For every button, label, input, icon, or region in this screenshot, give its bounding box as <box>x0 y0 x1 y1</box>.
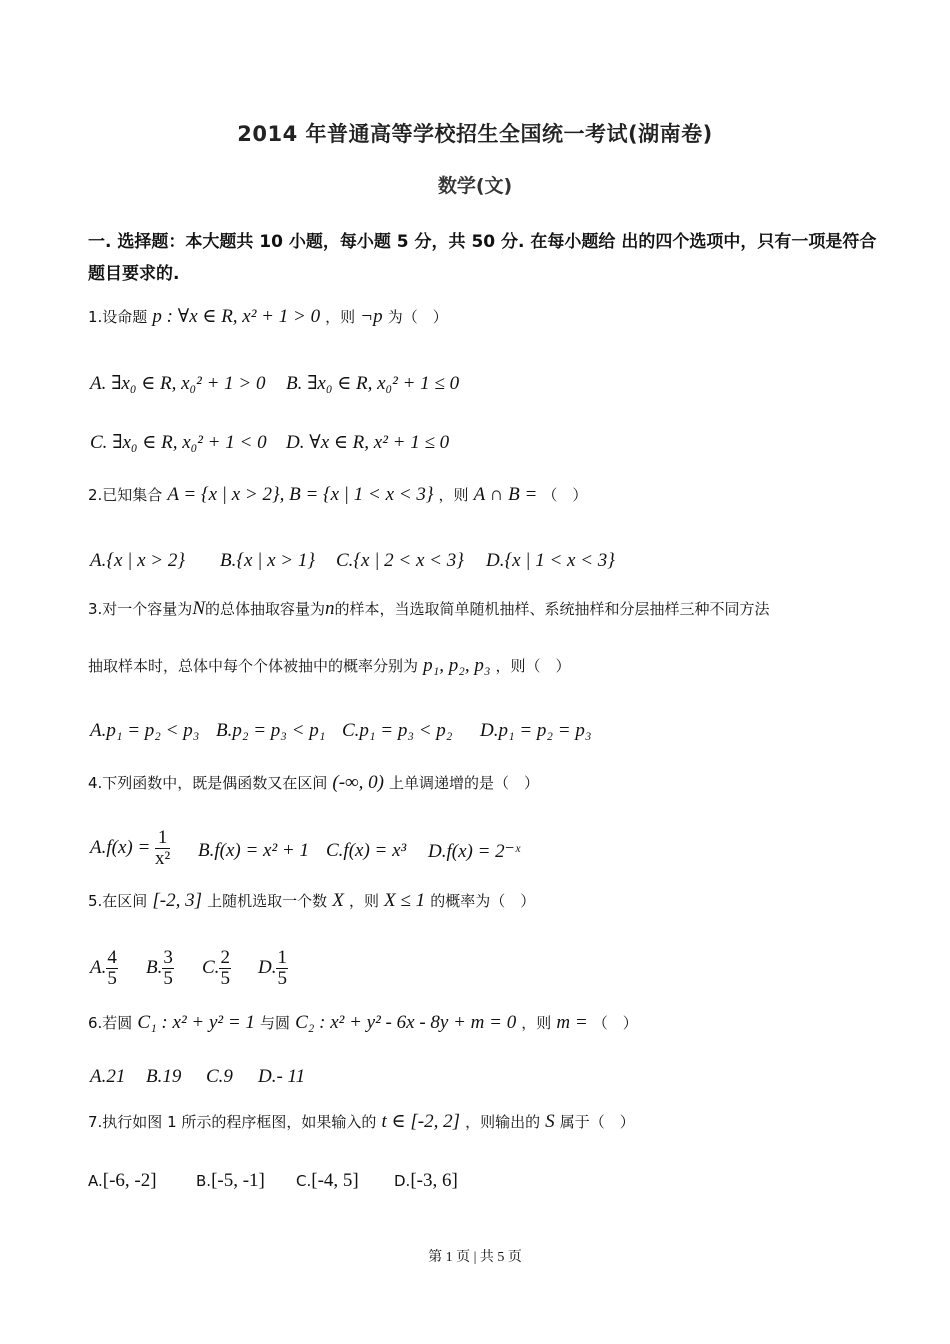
q3-text-e: ，则（ ） <box>495 657 571 675</box>
q7-option-d-label: D. <box>394 1172 411 1190</box>
q6-expr: C₁ : x² + y² = 1 <box>137 1012 255 1033</box>
q6-suffix: （ ） <box>592 1014 638 1032</box>
question-3-line-1 <box>88 598 770 620</box>
q7-option-d-value: [-3, 6] <box>410 1170 458 1191</box>
q3-text-c: 的样本，当选取简单随机抽样、系统抽样和分层抽样三种不同方法 <box>334 600 770 618</box>
q1-expr2: ¬p <box>360 306 383 327</box>
q1-option-c: C. ∃x₀ ∈ R, x₀² + 1 < 0 <box>90 432 267 453</box>
q4-option-a-num: 1 <box>155 828 170 849</box>
q5-option-d-label: D. <box>258 956 277 978</box>
q4-option-d: D.f(x) = 2⁻ˣ <box>428 841 521 862</box>
exam-subtitle: 数学(文) <box>437 175 513 197</box>
q2-suffix: （ ） <box>542 486 588 504</box>
page-footer: 第 1 页 | 共 5 页 <box>428 1250 522 1265</box>
q7-option-c <box>296 1170 359 1192</box>
q3-n: n <box>325 598 335 619</box>
q4-option-a-fraction <box>155 828 170 869</box>
q5-option-c-den: 5 <box>220 968 230 989</box>
q5-option-a-num: 4 <box>107 947 117 968</box>
q1-mid: ，则 <box>325 308 356 326</box>
q7-suffix: 属于（ ） <box>559 1113 635 1131</box>
section-heading: 一. 选择题：本大题共 10 小题，每小题 5 分，共 50 分. 在每小题给 出的四个选项中，只有一项是符合题目要求的. <box>88 232 877 284</box>
question-4 <box>88 772 539 794</box>
q2-expr2: A ∩ B = <box>473 484 538 505</box>
q5-option-b <box>146 948 174 989</box>
q5-option-d-den: 5 <box>277 968 287 989</box>
q3-option-d: D.p₁ = p₂ = p₃ <box>480 720 592 741</box>
q2-mid: ，则 <box>438 486 469 504</box>
q6-prefix: 6.若圆 <box>88 1014 133 1032</box>
q5-option-d-num: 1 <box>277 947 287 968</box>
q5-option-b-den: 5 <box>163 968 173 989</box>
q5-mid: 上随机选取一个数 <box>207 892 328 910</box>
q5-suffix: 的概率为（ ） <box>430 892 536 910</box>
q5-option-c-label: C. <box>202 956 220 978</box>
q4-prefix: 4.下列函数中，既是偶函数又在区间 <box>88 774 328 792</box>
q2-option-c: C.{x | 2 < x < 3} <box>336 550 464 571</box>
q5-option-a <box>90 948 118 989</box>
q5-option-b-label: B. <box>146 956 163 978</box>
q5-option-c-fraction <box>219 948 231 989</box>
q5-prefix: 5.在区间 <box>88 892 148 910</box>
q5-expr: [-2, 3] <box>152 890 203 911</box>
q3-text-b: 的总体抽取容量为 <box>205 600 326 618</box>
question-5 <box>88 890 535 912</box>
q3-option-a: A.p₁ = p₂ < p₃ <box>90 720 200 741</box>
q7-option-b <box>196 1170 265 1192</box>
q7-option-a-label: A. <box>88 1172 103 1190</box>
q5-X: X <box>332 890 344 911</box>
q3-text-d: 抽取样本时，总体中每个个体被抽中的概率分别为 <box>88 657 419 675</box>
q1-suffix: 为（ ） <box>387 308 448 326</box>
q7-option-c-label: C. <box>296 1172 312 1190</box>
q2-option-b: B.{x | x > 1} <box>220 550 315 571</box>
q5-option-b-num: 3 <box>163 947 173 968</box>
q7-option-a-value: [-6, -2] <box>102 1170 157 1191</box>
q2-expr: A = {x | x > 2}, B = {x | 1 < x < 3} <box>167 484 434 505</box>
q4-expr: (-∞, 0) <box>332 772 384 793</box>
q7-option-b-label: B. <box>196 1172 212 1190</box>
q6-option-a: A.21 <box>90 1066 126 1087</box>
q5-option-d-fraction <box>276 948 288 989</box>
q5-option-c-num: 2 <box>220 947 230 968</box>
q5-option-c <box>202 948 231 989</box>
q7-option-c-value: [-4, 5] <box>311 1170 359 1191</box>
q7-prefix: 7.执行如图 1 所示的程序框图，如果输入的 <box>88 1113 377 1131</box>
q6-option-b: B.19 <box>146 1066 182 1087</box>
q4-option-a-label: A.f(x) = <box>90 836 151 858</box>
q5-option-a-fraction <box>106 948 118 989</box>
q3-text-a: 3.对一个容量为 <box>88 600 193 618</box>
q4-option-b: B.f(x) = x² + 1 <box>198 840 309 861</box>
question-1 <box>88 305 448 328</box>
q4-option-a <box>90 828 170 869</box>
q6-expr2: C₂ : x² + y² - 6x - 8y + m = 0 <box>295 1012 517 1033</box>
q7-mid: ，则输出的 <box>465 1113 541 1131</box>
q5-mid2: ，则 <box>348 892 379 910</box>
q1-expr: p : ∀x ∈ R, x² + 1 > 0 <box>152 306 321 327</box>
q6-mid2: ，则 <box>521 1014 552 1032</box>
q7-expr: t ∈ [-2, 2] <box>381 1111 460 1132</box>
exam-title: 2014 年普通高等学校招生全国统一考试(湖南卷) <box>237 122 713 146</box>
question-7 <box>88 1110 635 1133</box>
q7-option-a <box>88 1170 157 1192</box>
q6-option-d: D.- 11 <box>258 1066 306 1087</box>
q3-option-b: B.p₂ = p₃ < p₁ <box>216 720 326 741</box>
q5-option-a-label: A. <box>90 956 107 978</box>
q3-option-c: C.p₁ = p₃ < p₂ <box>342 720 453 741</box>
q6-mid: 与圆 <box>260 1014 291 1032</box>
q4-suffix: 上单调递增的是（ ） <box>389 774 540 792</box>
q4-option-c: C.f(x) = x³ <box>326 840 407 861</box>
q3-expr: p₁, p₂, p₃ <box>423 655 491 676</box>
q5-option-b-fraction <box>162 948 174 989</box>
q1-option-b: B. ∃x₀ ∈ R, x₀² + 1 ≤ 0 <box>286 373 460 394</box>
q6-expr3: m = <box>556 1012 588 1033</box>
q1-option-a: A. ∃x₀ ∈ R, x₀² + 1 > 0 <box>90 373 266 394</box>
q2-option-a: A.{x | x > 2} <box>90 550 185 571</box>
q3-N: N <box>192 598 205 619</box>
question-6 <box>88 1012 638 1034</box>
q5-option-d <box>258 948 288 989</box>
q7-S: S <box>545 1111 555 1132</box>
q4-option-a-den: x² <box>155 848 171 869</box>
q2-option-d: D.{x | 1 < x < 3} <box>486 550 615 571</box>
q5-option-a-den: 5 <box>107 968 117 989</box>
question-2 <box>88 484 587 506</box>
q7-option-d <box>394 1170 458 1192</box>
q2-prefix: 2.已知集合 <box>88 486 163 504</box>
q6-option-c: C.9 <box>206 1066 233 1087</box>
q5-expr2: X ≤ 1 <box>384 890 426 911</box>
q1-option-d: D. ∀x ∈ R, x² + 1 ≤ 0 <box>286 432 450 453</box>
question-3-line-2 <box>88 655 571 677</box>
q1-prefix: 1.设命题 <box>88 308 148 326</box>
q7-option-b-value: [-5, -1] <box>211 1170 265 1191</box>
